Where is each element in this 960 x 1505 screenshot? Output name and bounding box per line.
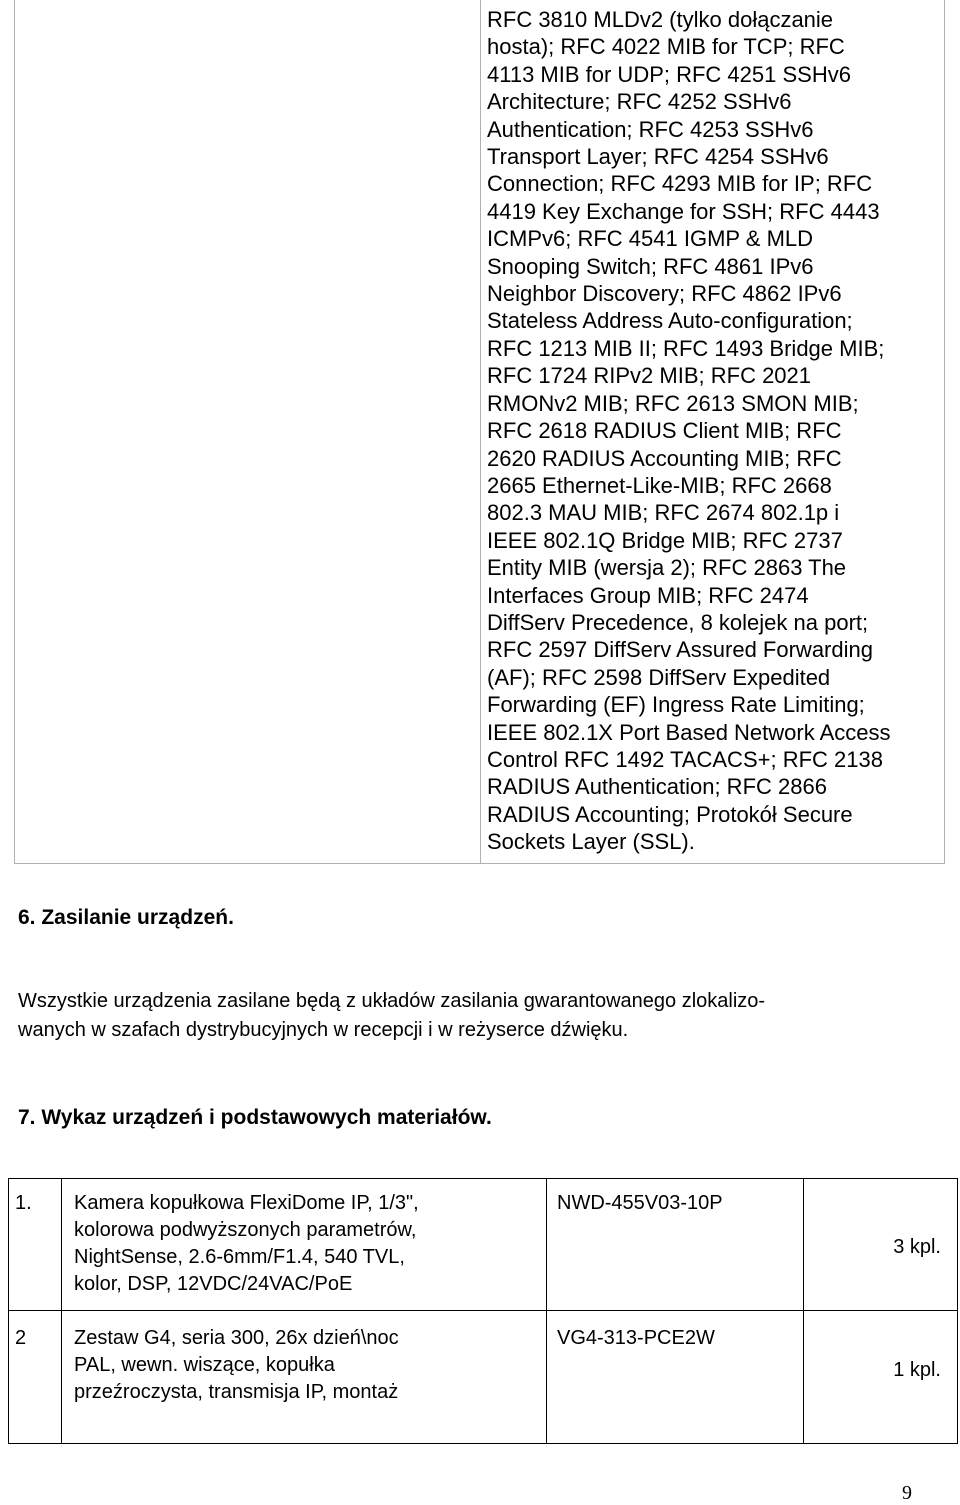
item-number: 2 [15,1327,27,1349]
spec-table-text-cell [487,6,943,856]
column-divider [803,1179,804,1443]
spec-line: RADIUS Accounting; Protokół Secure [487,801,853,827]
paragraph-line: wanych w szafach dystrybucyjnych w recepcji i w reżyserce dźwięku. [18,1019,629,1041]
spec-line: Snooping Switch; RFC 4861 IPv6 [487,253,814,279]
description-line: Kamera kopułkowa FlexiDome IP, 1/3", [74,1192,419,1214]
spec-line: Stateless Address Auto-configuration; [487,308,853,334]
section-6-heading: 6. Zasilanie urządzeń. [18,906,234,929]
spec-line: RFC 2618 RADIUS Client MIB; RFC [487,418,842,444]
spec-line: Interfaces Group MIB; RFC 2474 [487,582,809,608]
spec-line: RFC 1724 RIPv2 MIB; RFC 2021 [487,363,812,389]
section-6-paragraph [18,987,765,1045]
description-line: Zestaw G4, seria 300, 26x dzień\noc [74,1327,399,1349]
spec-line: 4419 Key Exchange for SSH; RFC 4443 [487,198,880,224]
spec-line: Authentication; RFC 4253 SSHv6 [487,116,814,142]
spec-line: RFC 3810 MLDv2 (tylko dołączanie [487,7,834,32]
spec-line: IEEE 802.1X Port Based Network Access [487,719,891,745]
column-divider [546,1179,547,1443]
spec-line: Transport Layer; RFC 4254 SSHv6 [487,144,829,170]
paragraph-line: Wszystkie urządzenia zasilane będą z układów zasilania gwarantowanego zlokalizo- [18,990,766,1012]
spec-line: Control RFC 1492 TACACS+; RFC 2138 [487,746,883,772]
items-table [8,1178,958,1444]
spec-line: RFC 2597 DiffServ Assured Forwarding [487,637,873,663]
item-description [74,1325,399,1406]
spec-line: Architecture; RFC 4252 SSHv6 [487,89,792,115]
description-line: NightSense, 2.6-6mm/F1.4, 540 TVL, [74,1246,405,1268]
spec-table [14,0,945,864]
spec-line: ICMPv6; RFC 4541 IGMP & MLD [487,226,814,252]
description-line: przeźroczysta, transmisja IP, montaż [74,1381,399,1403]
item-model: NWD-455V03-10P [557,1192,723,1214]
spec-line: 802.3 MAU MIB; RFC 2674 802.1p i [487,500,840,526]
description-line: PAL, wewn. wiszące, kopułka [74,1354,335,1376]
spec-line: 2665 Ethernet-Like-MIB; RFC 2668 [487,472,832,498]
item-description [74,1190,419,1298]
description-line: kolorowa podwyższonych parametrów, [74,1219,417,1241]
item-quantity: 1 kpl. [893,1359,941,1381]
description-line: kolor, DSP, 12VDC/24VAC/PoE [74,1273,353,1295]
item-quantity: 3 kpl. [893,1236,941,1258]
spec-line: RMONv2 MIB; RFC 2613 SMON MIB; [487,390,859,416]
spec-table-column-divider [480,0,481,863]
item-number: 1. [15,1192,32,1214]
spec-line: Neighbor Discovery; RFC 4862 IPv6 [487,281,842,307]
spec-line: RADIUS Authentication; RFC 2866 [487,774,827,800]
spec-line: IEEE 802.1Q Bridge MIB; RFC 2737 [487,527,843,553]
spec-line: Sockets Layer (SSL). [487,829,695,855]
spec-line: hosta); RFC 4022 MIB for TCP; RFC [487,34,845,60]
spec-line: Forwarding (EF) Ingress Rate Limiting; [487,692,865,718]
section-7-heading: 7. Wykaz urządzeń i podstawowych materiałów. [18,1106,492,1129]
spec-line: (AF); RFC 2598 DiffServ Expedited [487,664,831,690]
row-divider [9,1310,957,1311]
spec-line: Entity MIB (wersja 2); RFC 2863 The [487,555,847,581]
spec-line: Connection; RFC 4293 MIB for IP; RFC [487,171,873,197]
spec-line: 4113 MIB for UDP; RFC 4251 SSHv6 [487,61,851,87]
page-number: 9 [902,1482,912,1504]
column-divider [61,1179,62,1443]
spec-line: 2620 RADIUS Accounting MIB; RFC [487,445,842,471]
item-model: VG4-313-PCE2W [557,1327,715,1349]
spec-line: RFC 1213 MIB II; RFC 1493 Bridge MIB; [487,335,885,361]
spec-line: DiffServ Precedence, 8 kolejek na port; [487,609,869,635]
